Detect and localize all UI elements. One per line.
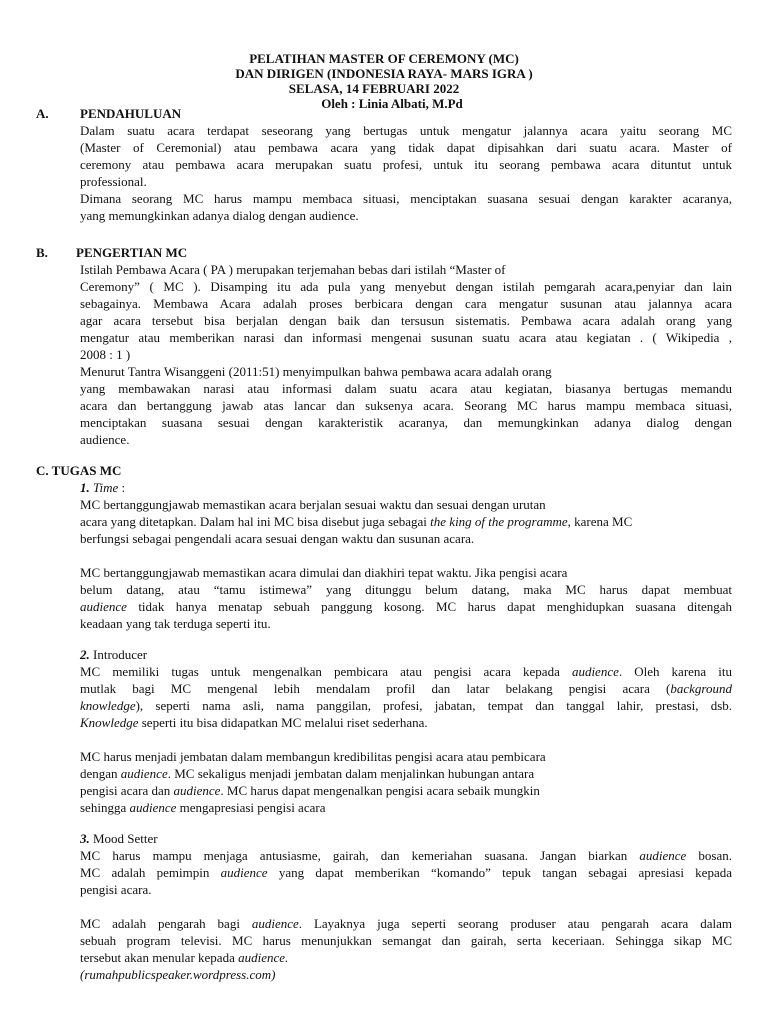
text-run: tersebut akan menular kepada — [80, 950, 239, 965]
section-b-line: yang membawakan narasi atau informasi dalam suatu acara atau kegiatan, biasanya bertugas memandu — [80, 381, 732, 396]
section-b-line: Istilah Pembawa Acara ( PA ) merupakan terjemahan bebas dari istilah “Master of — [80, 262, 506, 277]
emphasis-run: the king of the programme — [430, 514, 568, 529]
doc-title-line-1: PELATIHAN MASTER OF CEREMONY (MC) — [249, 51, 519, 66]
text-run: , karena MC — [567, 514, 633, 529]
introducer-line — [80, 799, 325, 816]
section-b-line: Menurut Tantra Wisanggeni (2011:51) menyimpulkan bahwa pembawa acara adalah orang — [80, 364, 552, 379]
emphasis-run: audience — [129, 800, 177, 815]
section-a-line: yang memungkinkan adanya dialog dengan audience. — [80, 208, 359, 223]
text-run: yang dapat memberikan “komando” tepuk tangan sebagai apresiasi kepada — [267, 865, 732, 880]
time-line: keadaan yang tak terduga seperti itu. — [80, 616, 271, 631]
mood-setter-line — [80, 915, 732, 932]
source-citation — [80, 966, 275, 983]
text-run: mengapresiasi pengisi acara — [176, 800, 326, 815]
text-run: acara yang ditetapkan. Dalam hal ini MC bisa disebut juga sebagai — [80, 514, 431, 529]
doc-author: Oleh : Linia Albati, M.Pd — [321, 96, 463, 111]
introducer-line — [80, 782, 540, 799]
text-run: pengisi acara dan — [80, 783, 174, 798]
section-a-line: Dalam suatu acara terdapat seseorang yang bertugas untuk mengatur jalannya acara yaitu seorang MC — [80, 123, 732, 138]
item-introducer-heading — [80, 646, 147, 663]
emphasis-run: audience — [571, 664, 619, 679]
text-run: tidak hanya menatap sebuah panggung kosong. MC harus dapat menghidupkan suasana ditengah — [126, 599, 732, 614]
item-time-colon: : — [118, 480, 126, 495]
time-line: berfungsi sebagai pengendali acara sesuai dengan waktu dan susunan acara. — [80, 531, 475, 546]
section-a-line: ceremony atau pembawa acara merupakan suatu profesi, untuk itu seorang pembawa acara dituntut untuk — [80, 157, 732, 172]
emphasis-run: knowledge — [80, 698, 136, 713]
emphasis-run: audience — [80, 599, 127, 614]
section-a-line: Dimana seorang MC harus mampu membaca situasi, menciptakan suasana sesuai dengan karakter acaranya, — [80, 191, 732, 206]
text-run: bosan. — [686, 848, 732, 863]
introducer-line — [80, 663, 732, 680]
emphasis-run: (rumahpublicspeaker.wordpress.com) — [80, 967, 276, 982]
item-time-number: 1. — [80, 480, 90, 495]
introducer-line — [80, 714, 428, 731]
text-run: seperti itu bisa didapatkan MC melalui riset sederhana. — [138, 715, 428, 730]
mood-setter-line — [80, 864, 732, 881]
doc-title-line-2: DAN DIRIGEN (INDONESIA RAYA- MARS IGRA ) — [235, 66, 533, 81]
text-run: dengan — [80, 766, 121, 781]
emphasis-run: Knowledge — [80, 715, 139, 730]
text-run: MC harus mampu menjaga antusiasme, gairah, dan kemeriahan suasana. Jangan biarkan — [80, 848, 640, 863]
time-line — [80, 598, 732, 615]
emphasis-run: audience — [639, 848, 687, 863]
section-a-title: PENDAHULUAN — [80, 106, 182, 121]
introducer-line: MC harus menjadi jembatan dalam membangun kredibilitas pengisi acara atau pembicara — [80, 749, 546, 764]
text-run: MC adalah pengarah bagi — [80, 916, 252, 931]
section-b-line: mengatur atau memberikan narasi dan informasi mengenai susunan suatu acara atau kegiatan . ( Wikipedia , — [80, 330, 732, 345]
section-b-line: Ceremony” ( MC ). Disamping itu ada pula yang menyebut dengan istilah pemgarah acara,penyiar dan lain — [80, 279, 732, 294]
introducer-line — [80, 765, 534, 782]
text-run: . MC harus dapat mengenalkan pengisi acara sebaik mungkin — [220, 783, 540, 798]
introducer-line — [80, 680, 732, 697]
time-line: MC bertanggungjawab memastikan acara berjalan sesuai waktu dan sesuai dengan urutan — [80, 497, 546, 512]
emphasis-run: audience — [251, 916, 299, 931]
section-b-title: PENGERTIAN MC — [76, 245, 188, 260]
item-mood-setter-heading — [80, 830, 158, 847]
item-introducer-number: 2. — [80, 647, 90, 662]
section-b-number: B. — [36, 245, 48, 260]
mood-setter-line — [80, 949, 288, 966]
emphasis-run: audience — [173, 783, 221, 798]
section-b-line: menciptakan suasana sesuai dengan karakteristik acaranya, dan memungkinkan adanya dialog dengan — [80, 415, 732, 430]
emphasis-run: background — [670, 681, 732, 696]
mood-setter-line: sebuah program televisi. MC harus menunjukkan semangat dan gairah, serta keceriaan. Sehingga sikap MC — [80, 933, 732, 948]
section-b-line: sebagainya. Membawa Acara adalah proses berbicara dengan cara mengatur susunan atau jalannya acara — [80, 296, 732, 311]
doc-date: SELASA, 14 FEBRUARI 2022 — [288, 81, 460, 96]
item-time-label: Time — [93, 480, 119, 495]
time-line — [80, 513, 632, 530]
mood-setter-line: pengisi acara. — [80, 882, 152, 897]
section-c-title: C. TUGAS MC — [36, 463, 122, 478]
section-b-line: agar acara tersebut bisa berjalan dengan baik dan tersusun sistematis. Pembawa acara adalah orang yang — [80, 313, 732, 328]
text-run: MC adalah pemimpin — [80, 865, 221, 880]
item-mood-setter-number: 3. — [80, 831, 90, 846]
emphasis-run: audience — [220, 865, 268, 880]
section-a-line: professional. — [80, 174, 147, 189]
text-run: . MC sekaligus menjadi jembatan dalam menjalinkan hubungan antara — [167, 766, 535, 781]
item-introducer-label: Introducer — [89, 647, 148, 662]
section-b-line: 2008 : 1 ) — [80, 347, 131, 362]
item-mood-setter-label: Mood Setter — [89, 831, 158, 846]
introducer-line — [80, 697, 732, 714]
section-b-line: audience. — [80, 432, 130, 447]
section-a-line: (Master of Ceremonial) atau pembawa acara yang tidak dapat dipisahkan dari suatu acara. Master of — [80, 140, 732, 155]
text-run: MC memiliki tugas untuk mengenalkan pembicara atau pengisi acara kepada — [80, 664, 572, 679]
text-run: . Layaknya juga seperti seorang produser atau pengarah acara dalam — [298, 916, 732, 931]
text-run: sehingga — [80, 800, 130, 815]
section-a-number: A. — [36, 106, 49, 121]
text-run: ), seperti nama asli, nama panggilan, profesi, jabatan, tempat dan tanggal lahir, prestasi, dsb. — [135, 698, 732, 713]
time-line: MC bertanggungjawab memastikan acara dimulai dan diakhiri tepat waktu. Jika pengisi acara — [80, 565, 568, 580]
text-run: mutlak bagi MC mengenal lebih mendalam profil dan latar belakang pengisi acara ( — [80, 681, 671, 696]
time-line: belum datang, atau “tamu istimewa” yang ditunggu belum datang, maka MC harus dapat membuat — [80, 582, 732, 597]
text-run: . Oleh karena itu — [618, 664, 732, 679]
emphasis-run: audience — [120, 766, 168, 781]
item-time-heading — [80, 479, 125, 496]
section-b-line: acara dan bertanggung jawab atas lancar dan suksenya acara. Seorang MC harus mampu membaca situasi, — [80, 398, 732, 413]
mood-setter-line — [80, 847, 732, 864]
emphasis-run: audience. — [238, 950, 289, 965]
